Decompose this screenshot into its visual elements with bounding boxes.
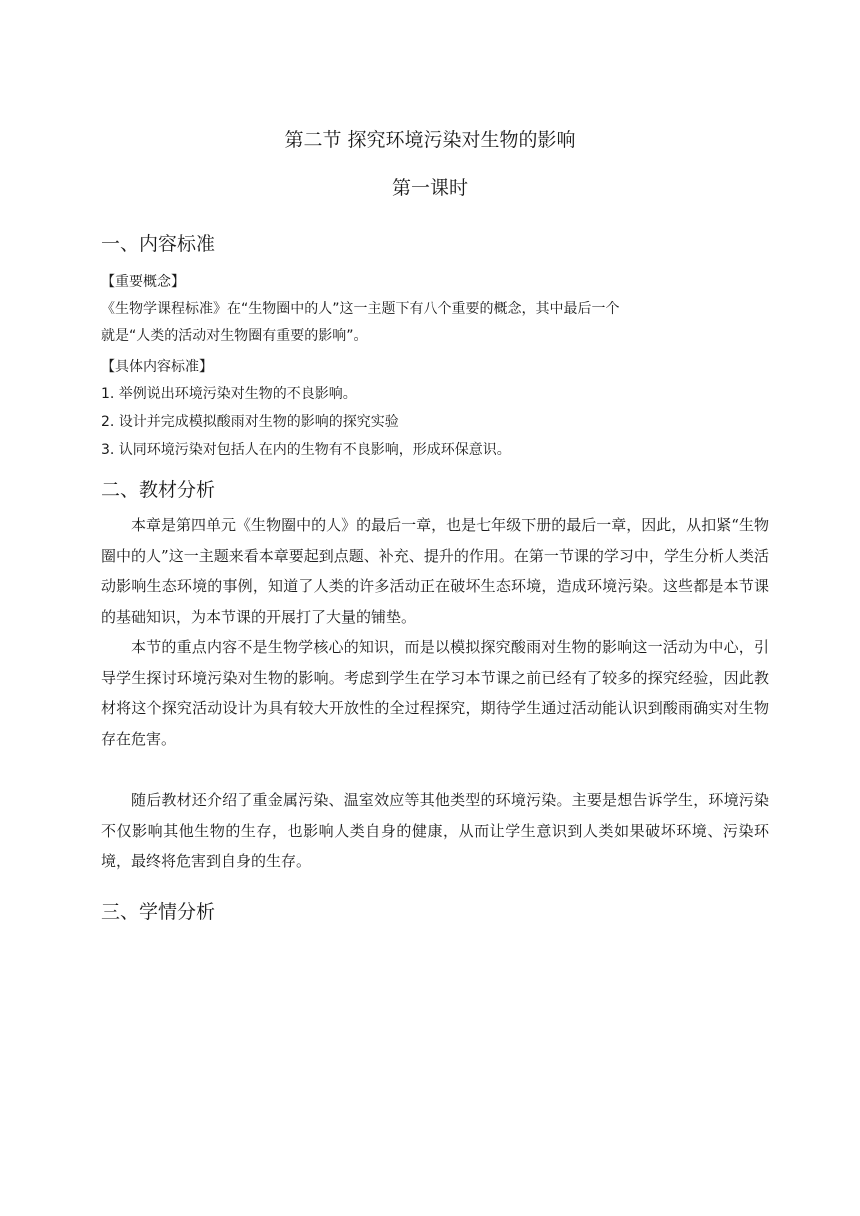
section-heading-content-standard: 一、内容标准 — [101, 233, 216, 255]
document-subtitle: 第一课时 — [391, 177, 468, 199]
section-heading-learner-analysis: 三、学情分析 — [101, 901, 216, 923]
list-item: 3. 认同环境污染对包括人在内的生物有不良影响，形成环保意识。 — [101, 442, 511, 458]
key-concept-text-line2: 就是“人类的活动对生物圈有重要的影响”。 — [101, 328, 368, 344]
specific-standard-label: 【具体内容标准】 — [101, 359, 213, 375]
document-title: 第二节 探究环境污染对生物的影响 — [284, 129, 576, 151]
key-concept-text-line1: 《生物学课程标准》在“生物圈中的人”这一主题下有八个重要的概念，其中最后一个 — [101, 301, 620, 317]
list-item: 2. 设计并完成模拟酸雨对生物的影响的探究实验 — [101, 414, 399, 430]
analysis-paragraph: 本节的重点内容不是生物学核心的知识，而是以模拟探究酸雨对生物的影响这一活动为中心，引导学生探讨环境污染对生物的影响。考虑到学生在学习本节课之前已经有了较多的探究经验，因此教材将这个探究活动设计为具有较大开放性的全过程探究，期待学生通过活动能认识到酸雨确实对生物存在危害。 — [101, 638, 769, 748]
section-heading-textbook-analysis: 二、教材分析 — [101, 479, 216, 501]
analysis-paragraph: 随后教材还介绍了重金属污染、温室效应等其他类型的环境污染。主要是想告诉学生，环境污染不仅影响其他生物的生存，也影响人类自身的健康，从而让学生意识到人类如果破坏环境、污染环境，最终将危害到自身的生存。 — [101, 791, 769, 870]
analysis-paragraph: 本章是第四单元《生物圈中的人》的最后一章，也是七年级下册的最后一章，因此，从扣紧“生物圈中的人”这一主题来看本章要起到点题、补充、提升的作用。在第一节课的学习中，学生分析人类活动影响生态环境的事例，知道了人类的许多活动正在破坏生态环境，造成环境污染。这些都是本节课的基础知识，为本节课的开展打了大量的铺垫。 — [101, 516, 769, 626]
list-item: 1. 举例说出环境污染对生物的不良影响。 — [101, 386, 357, 402]
key-concept-label: 【重要概念】 — [101, 274, 185, 290]
